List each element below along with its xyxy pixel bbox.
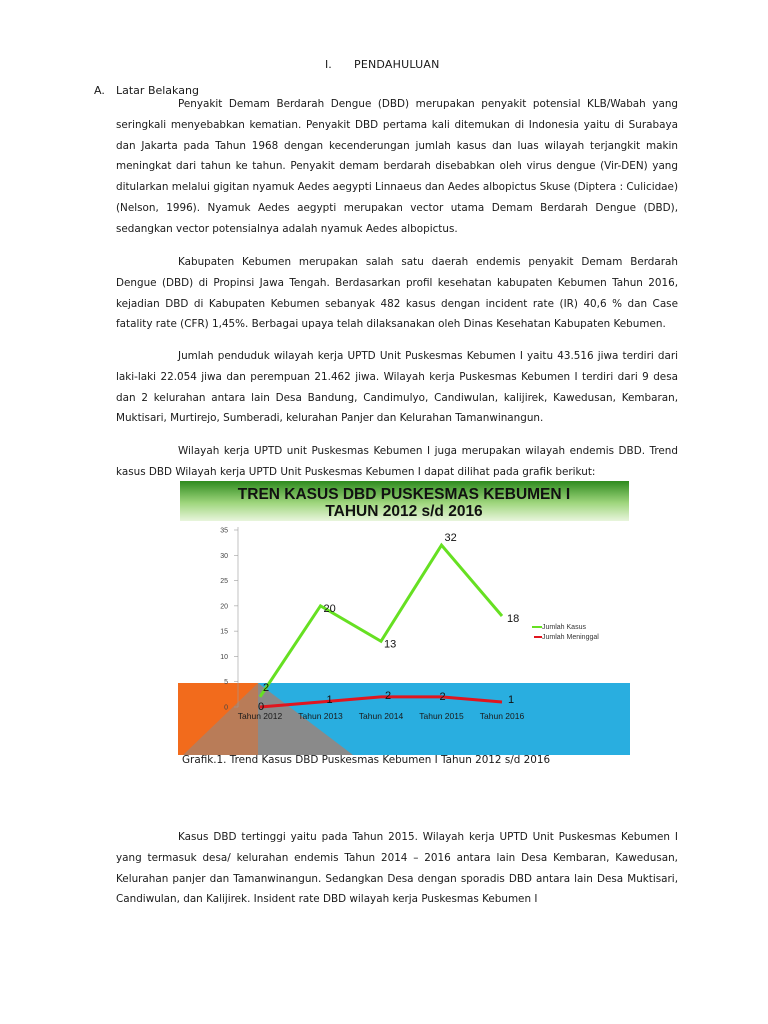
- paragraph-3-text: Jumlah penduduk wilayah kerja UPTD Unit Puskesmas Kebumen I yaitu 43.516 jiwa terdiri dari laki-laki 22.054 jiwa dan perempuan 21.462 jiwa. Wilayah kerja Puskesmas Kebumen I terdiri dari 9 desa dan 2 kelurahan antara lain Desa Bandung, Candimulyo, Candiwulan, kalijirek, Kawedusan, Kembaran, Muktisari, Murtirejo, Sumberadi, kelurahan Panjer dan Kelurahan Tamanwinangun.: [116, 350, 678, 425]
- legend-deaths-label: Jumlah Meninggal: [542, 634, 599, 641]
- x-tick-label: Tahun 2012: [237, 711, 283, 721]
- y-tick-label: 20: [220, 603, 228, 611]
- y-tick-label: 35: [220, 527, 228, 535]
- x-tick-label: Tahun 2016: [479, 711, 525, 721]
- chart-title-line-1: TREN KASUS DBD PUSKESMAS KEBUMEN I: [237, 486, 571, 503]
- paragraph-4-text: Wilayah kerja UPTD unit Puskesmas Kebumen I juga merupakan wilayah endemis DBD. Trend kasus DBD Wilayah kerja UPTD Unit Puskesmas Kebumen I dapat dilihat pada grafik berikut:: [116, 445, 678, 478]
- trend-chart-svg: [178, 480, 630, 755]
- y-tick-label: 10: [220, 653, 228, 661]
- paragraph-2-text: Kabupaten Kebumen merupakan salah satu daerah endemis penyakit Demam Berdarah Dengue (DBD) di Propinsi Jawa Tengah. Berdasarkan profil kesehatan kabupaten Kebumen Tahun 2016, kejadian DBD di Kabupaten Kebumen sebanyak 482 kasus dengan incident rate (IR) 40,6 % dan Case fatality rate (CFR) 1,45%. Berbagai upaya telah dilaksanakan oleh Dinas Kesehatan Kabupaten Kebumen.: [116, 256, 678, 331]
- y-tick-label: 30: [220, 552, 228, 560]
- chart-caption: Grafik.1. Trend Kasus DBD Puskesmas Kebumen I Tahun 2012 s/d 2016: [182, 754, 551, 766]
- data-label: 2: [385, 689, 392, 702]
- subsection-letter: A.: [94, 84, 105, 97]
- trend-chart: [178, 480, 630, 755]
- data-label: 1: [326, 693, 333, 706]
- paragraph-2: [116, 252, 678, 335]
- data-label: 18: [507, 612, 520, 625]
- data-label: 2: [439, 690, 446, 703]
- data-label: 13: [384, 638, 397, 651]
- y-tick-label: 15: [220, 628, 228, 636]
- subsection-title: Latar Belakang: [116, 84, 199, 97]
- data-label: 2: [263, 681, 270, 694]
- data-label: 0: [258, 701, 265, 713]
- x-tick-label: Tahun 2013: [298, 711, 343, 721]
- paragraph-5-text: Kasus DBD tertinggi yaitu pada Tahun 2015. Wilayah kerja UPTD Unit Puskesmas Kebumen I yang termasuk desa/ kelurahan endemis Tahun 2014 – 2016 antara lain Desa Kembaran, Kawedusan, Kelurahan panjer dan Tamanwinangun. Sedangkan Desa dengan sporadis DBD antara lain Desa Muktisari, Candiwulan, dan Kalijirek. Insident rate DBD wilayah kerja Puskesmas Kebumen I: [116, 831, 678, 906]
- data-label: 32: [444, 532, 457, 545]
- y-tick-label: 5: [224, 679, 228, 687]
- data-label: 1: [508, 693, 515, 706]
- y-tick-label: 25: [220, 578, 228, 586]
- section-number: I.: [325, 58, 332, 71]
- x-tick-label: Tahun 2015: [419, 711, 464, 721]
- section-title: PENDAHULUAN: [354, 58, 440, 71]
- paragraph-5: [116, 827, 678, 910]
- legend-cases-label: Jumlah Kasus: [542, 624, 586, 631]
- paragraph-1-text: Penyakit Demam Berdarah Dengue (DBD) merupakan penyakit potensial KLB/Wabah yang seringkali menyebabkan kematian. Penyakit DBD pertama kali ditemukan di Indonesia yaitu di Surabaya dan Jakarta pada Tahun 1968 dengan kecenderungan jumlah kasus dan luas wilayah terjangkit makin meningkat dari tahun ke tahun. Penyakit demam berdarah disebabkan oleh virus dengue (Vir-DEN) yang ditularkan melalui gigitan nyamuk Aedes aegypti Linnaeus dan Aedes albopictus Skuse (Diptera : Culicidae) (Nelson, 1996). Nyamuk Aedes aegypti merupakan vector utama Demam Berdarah Dengue (DBD), sedangkan vector potensialnya adalah nyamuk Aedes albopictus.: [116, 98, 678, 235]
- chart-title-line-2: TAHUN 2012 s/d 2016: [325, 503, 483, 520]
- paragraph-1: [116, 94, 678, 240]
- paragraph-3: [116, 346, 678, 429]
- data-label: 20: [323, 602, 336, 615]
- paragraph-4: [116, 441, 678, 483]
- y-tick-label: 0: [224, 704, 228, 712]
- x-tick-label: Tahun 2014: [358, 711, 404, 721]
